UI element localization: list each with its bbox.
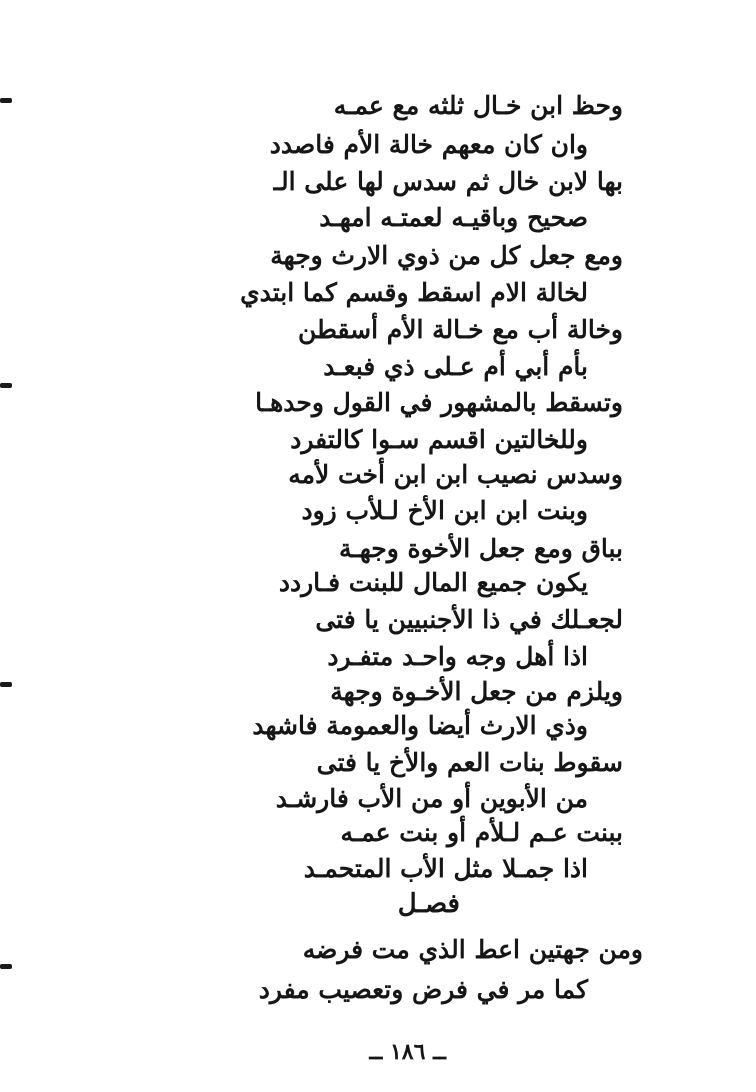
margin-mark [0, 964, 12, 969]
verse-first-hemistich: لجعـلك في ذا الأجنبيين يا فتى [315, 605, 623, 634]
page-number: ــ ١٨٦ ــ [369, 1039, 446, 1065]
verse-second-hemistich: كما مر في فرض وتعصيب مفرد [258, 975, 588, 1004]
verse-second-hemistich: من الأبوين أو من الأب فارشـد [275, 784, 588, 813]
verse-first-hemistich: وحظ ابن خـال ثلثه مع عمـه [333, 91, 623, 120]
margin-mark [0, 98, 12, 103]
verse-first-hemistich: ومع جعل كل من ذوي الارث وجهة [270, 241, 623, 270]
verse-first-hemistich: ومن جهتين اعط الذي مت فرضه [302, 935, 643, 964]
verse-second-hemistich: وان كان معهم خالة الأم فاصدد [269, 130, 588, 159]
verse-first-hemistich: بها لابن خال ثم سدس لها على الـ [273, 167, 623, 196]
verse-first-hemistich: سقوط بنات العم والأخ يا فتى [316, 748, 623, 777]
verse-first-hemistich: وخالة أب مع خـالة الأم أسقطن [297, 315, 623, 344]
verse-second-hemistich: وللخالتين اقسم سـوا كالتفرد [290, 425, 588, 454]
verse-first-hemistich: وتسقط بالمشهور في القول وحدهـا [255, 388, 623, 417]
verse-second-hemistich: اذا أهل وجه واحـد متفـرد [327, 642, 588, 671]
verse-first-hemistich: وسدس نصيب ابن ابن أخت لأمه [288, 460, 623, 489]
verse-first-hemistich: بباق ومع جعل الأخوة وجهـة [339, 534, 623, 563]
margin-mark [0, 383, 12, 388]
verse-second-hemistich: بأم أبي أم عـلى ذي فبعـد [323, 352, 588, 381]
verse-first-hemistich: ببنت عـم لـلأم أو بنت عمـه [340, 818, 623, 847]
verse-first-hemistich: ويلزم من جعل الأخـوة وجهة [330, 677, 623, 706]
verse-second-hemistich: اذا جمـلا مثل الأب المتحمـد [303, 854, 588, 883]
margin-mark [0, 682, 12, 687]
verse-second-hemistich: وذي الارث أيضا والعمومة فاشهد [252, 711, 588, 740]
verse-second-hemistich: وبنت ابن ابن الأخ لـلأب زود [301, 496, 588, 525]
verse-second-hemistich: صحيح وباقيـه لعمتـه امهـد [319, 203, 588, 232]
section-heading: فصـل [397, 889, 460, 919]
verse-second-hemistich: يكون جميع المال للبنت فـاردد [278, 568, 588, 597]
verse-second-hemistich: لخالة الام اسقط وقسم كما ابتدي [240, 278, 588, 307]
